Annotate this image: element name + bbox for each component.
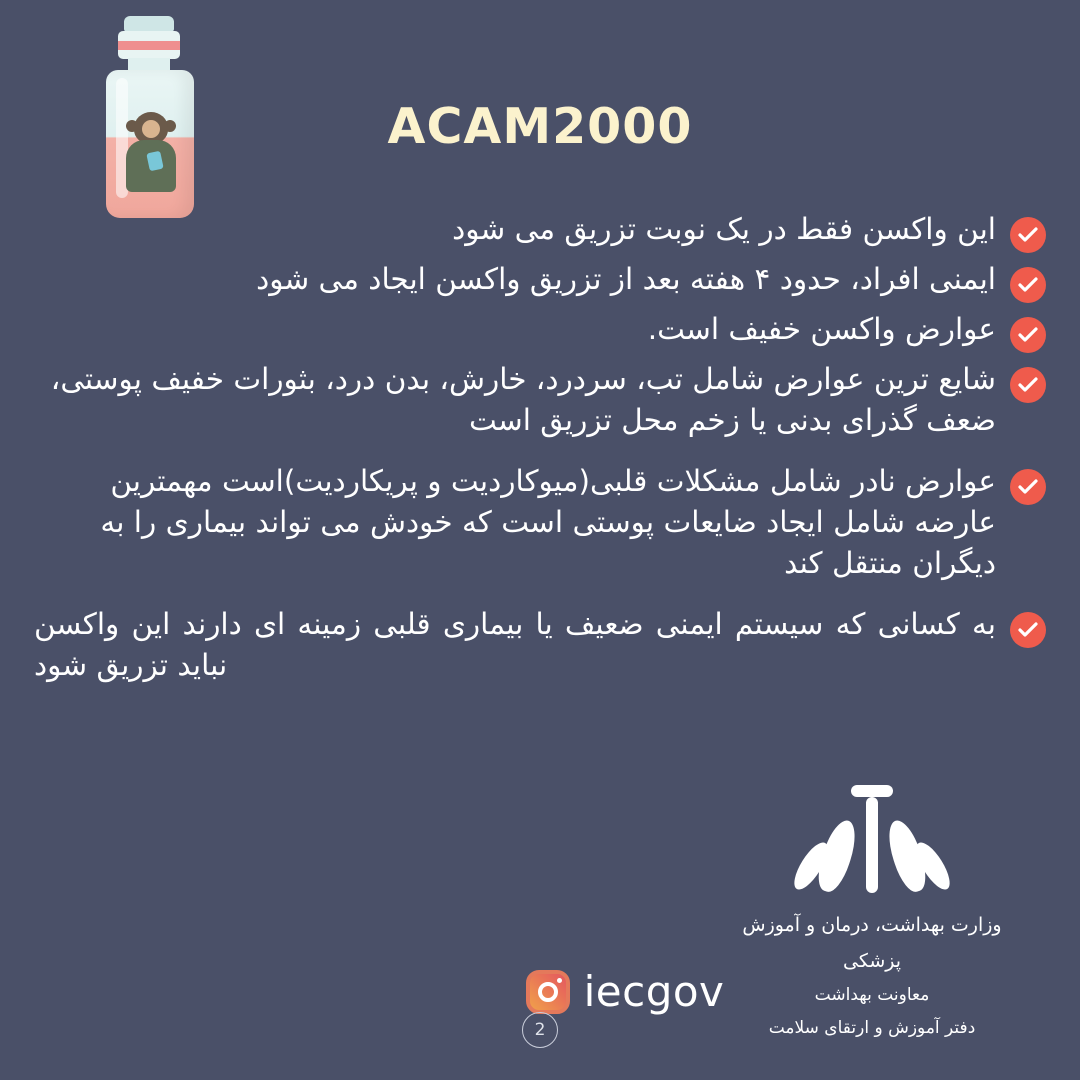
- page-number-badge: 2: [522, 1012, 558, 1048]
- emblem-sword: [866, 797, 878, 893]
- ministry-name-line-1: وزارت بهداشت، درمان و آموزش پزشکی: [742, 914, 1002, 973]
- list-item: [34, 205, 1046, 253]
- check-icon: [1010, 317, 1046, 353]
- vial-cap-band: [118, 31, 180, 59]
- page-title: ACAM2000: [387, 98, 693, 155]
- check-icon: [1010, 267, 1046, 303]
- check-icon: [1010, 217, 1046, 253]
- list-item: [34, 305, 1046, 353]
- spacer: [34, 443, 1046, 457]
- list-item-text: این واکسن فقط در یک نوبت تزریق می شود: [452, 212, 996, 246]
- list-item: [34, 457, 1046, 584]
- list-item: [34, 600, 1046, 686]
- spacer: [34, 586, 1046, 600]
- vial-cap-icon: [124, 16, 174, 32]
- check-icon: [1010, 612, 1046, 648]
- list-item-text: شایع ترین عوارض شامل تب، سردرد، خارش، بدن درد، بثورات خفیف پوستی، ضعف گذرای بدنی یا زخم محل تزریق است: [50, 362, 996, 437]
- check-icon: [1010, 469, 1046, 505]
- ministry-name-line-2: معاونت بهداشت: [814, 985, 930, 1006]
- instagram-icon[interactable]: [526, 970, 570, 1014]
- list-item: [34, 255, 1046, 303]
- bullet-list: [34, 205, 1046, 688]
- instagram-handle: iecgov: [583, 967, 725, 1016]
- list-item-text: عوارض واکسن خفیف است.: [647, 312, 996, 346]
- list-item-text: ایمنی افراد، حدود ۴ هفته بعد از تزریق واکسن ایجاد می شود: [256, 262, 996, 296]
- list-item-text: عوارض نادر شامل مشکلات قلبی(میوکاردیت و پریکاردیت)است مهمترین عارضه شامل ایجاد ضایعات پوستی است که خودش می تواند بیماری را به دیگران منتقل کند: [100, 464, 996, 580]
- iran-emblem-icon: [797, 781, 947, 901]
- instagram-credit[interactable]: [0, 967, 1080, 1016]
- list-item-text: به کسانی که سیستم ایمنی ضعیف یا بیماری قلبی زمینه ای دارند این واکسن نباید تزریق شود: [34, 607, 996, 682]
- list-item: [34, 355, 1046, 441]
- emblem-tashdid: [851, 785, 893, 797]
- check-icon: [1010, 367, 1046, 403]
- ministry-name-line-3: دفتر آموزش و ارتقای سلامت: [768, 1017, 976, 1038]
